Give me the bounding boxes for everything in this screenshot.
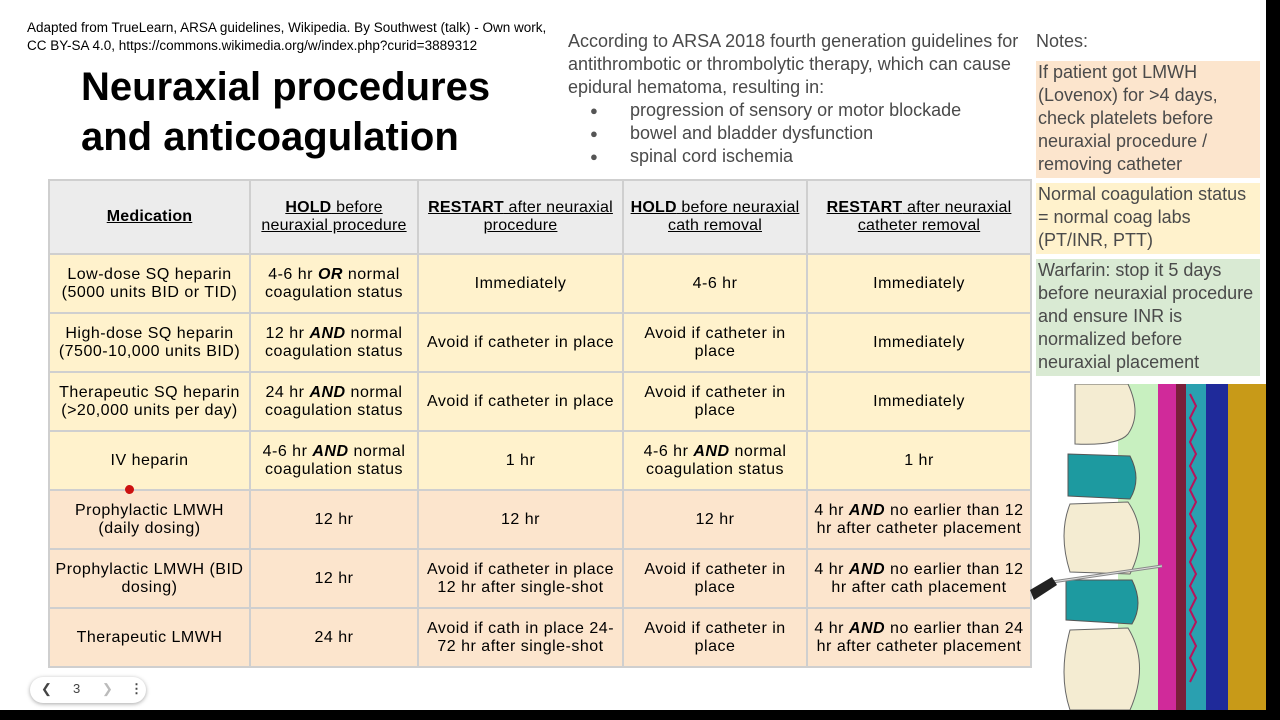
cell-text: 1 hr xyxy=(505,451,536,469)
timing-cell xyxy=(418,313,623,372)
header-rest: before neuraxial cath removal xyxy=(668,199,800,234)
cell-text: Avoid if cath in place 24-72 hr after single-shot xyxy=(426,619,615,655)
chevron-left-icon[interactable]: ❮ xyxy=(41,681,52,696)
cell-text: 12 hr xyxy=(265,324,310,342)
notes-header: Notes: xyxy=(1036,31,1089,51)
timing-cell xyxy=(418,372,623,431)
window-edge xyxy=(1266,0,1280,720)
header-strong: RESTART xyxy=(826,199,903,216)
cell-text: Low-dose SQ heparin (5000 units BID or TID) xyxy=(61,265,238,301)
medication-cell xyxy=(49,254,250,313)
intro-bullets xyxy=(568,99,1028,168)
timing-cell xyxy=(807,608,1031,667)
spine-needle-illustration xyxy=(1030,384,1266,710)
timing-cell xyxy=(250,254,418,313)
table-row xyxy=(49,313,1031,372)
cell-text: no earlier than 12 hr after cath placement xyxy=(831,560,1024,596)
timing-cell xyxy=(623,431,807,490)
cell-text: Avoid if catheter in place xyxy=(644,324,786,360)
anticoagulation-table xyxy=(48,179,1032,668)
cell-text: normal coagulation status xyxy=(646,442,787,478)
timing-cell xyxy=(623,313,807,372)
cell-text: Prophylactic LMWH (BID dosing) xyxy=(55,560,244,596)
cell-text: Avoid if catheter in place xyxy=(644,383,786,419)
cell-text: Avoid if catheter in place xyxy=(644,619,786,655)
cell-text: 4-6 hr xyxy=(262,442,313,460)
bullet-item: ● spinal cord ischemia xyxy=(568,145,1028,168)
table-row xyxy=(49,549,1031,608)
emphasis-text: OR xyxy=(317,265,343,283)
timing-cell xyxy=(807,313,1031,372)
annotation-dot xyxy=(125,485,134,494)
cell-text: no earlier than 12 hr after catheter placement xyxy=(816,501,1024,537)
header-rest: before neuraxial procedure xyxy=(261,199,407,234)
header-strong: HOLD xyxy=(630,199,677,216)
timing-cell xyxy=(623,372,807,431)
cell-text: 24 hr xyxy=(265,383,310,401)
emphasis-text: AND xyxy=(848,619,886,637)
cell-text: 4 hr xyxy=(814,560,849,578)
bottom-bar xyxy=(0,710,1280,720)
timing-cell xyxy=(418,549,623,608)
timing-cell xyxy=(623,490,807,549)
timing-cell xyxy=(418,254,623,313)
emphasis-text: AND xyxy=(848,501,886,519)
cell-text: Immediately xyxy=(873,274,965,292)
header-strong: HOLD xyxy=(285,199,332,216)
table-row xyxy=(49,431,1031,490)
cell-text: 4 hr xyxy=(814,501,849,519)
emphasis-text: AND xyxy=(309,324,346,342)
timing-cell xyxy=(250,372,418,431)
cell-text: Avoid if catheter in place xyxy=(644,560,786,596)
medication-cell xyxy=(49,313,250,372)
header-strong: Medication xyxy=(106,208,193,225)
cell-text: 4-6 hr xyxy=(643,442,694,460)
more-vertical-icon[interactable]: ⋮ xyxy=(130,681,143,696)
cell-text: IV heparin xyxy=(110,451,189,469)
timing-cell xyxy=(807,372,1031,431)
timing-cell xyxy=(807,549,1031,608)
cell-text: 24 hr xyxy=(314,628,354,646)
cell-text: 4-6 hr xyxy=(692,274,738,292)
intro-text: According to ARSA 2018 fourth generation guidelines for antithrombotic or thrombolytic therapy, which can cause epidural hematoma, resulting in: xyxy=(568,31,1019,97)
timing-cell xyxy=(807,254,1031,313)
cell-text: 12 hr xyxy=(314,510,354,528)
table-row xyxy=(49,372,1031,431)
cell-text: Therapeutic SQ heparin (>20,000 units per day) xyxy=(59,383,240,419)
cell-text: normal coagulation status xyxy=(265,442,406,478)
header-restart-after-removal xyxy=(807,180,1031,254)
cell-text: 1 hr xyxy=(904,451,934,469)
medication-cell xyxy=(49,608,250,667)
emphasis-text: AND xyxy=(848,560,886,578)
timing-cell xyxy=(807,431,1031,490)
timing-cell xyxy=(250,313,418,372)
intro-block xyxy=(568,30,1028,168)
header-medication xyxy=(49,180,250,254)
header-rest: after neuraxial procedure xyxy=(483,199,613,234)
bullet-item: ● progression of sensory or motor blockade xyxy=(568,99,1028,122)
cell-text: 4-6 hr xyxy=(268,265,318,283)
attribution-credit: Adapted from TrueLearn, ARSA guidelines, Wikipedia. By Southwest (talk) - Own work, CC BY-SA 4.0, https://commons.wikimedia.org/w/index.php?curid=3889312 xyxy=(27,20,547,53)
medication-cell xyxy=(49,431,250,490)
timing-cell xyxy=(623,549,807,608)
medication-cell xyxy=(49,490,250,549)
medication-cell xyxy=(49,549,250,608)
cell-text: normal coagulation status xyxy=(265,265,403,301)
note-lmwh: If patient got LMWH (Lovenox) for >4 days, check platelets before neuraxial procedure / removing catheter xyxy=(1036,61,1260,178)
cell-text: Prophylactic LMWH (daily dosing) xyxy=(75,501,224,537)
slide-title: Neuraxial procedures and anticoagulation xyxy=(81,65,491,159)
table-row xyxy=(49,254,1031,313)
notes-panel xyxy=(1036,30,1260,381)
header-restart-after-procedure xyxy=(418,180,623,254)
timing-cell xyxy=(418,608,623,667)
timing-cell xyxy=(418,490,623,549)
cell-text: Avoid if catheter in place 12 hr after single-shot xyxy=(426,560,615,596)
cell-text: normal coagulation status xyxy=(265,383,403,419)
timing-cell xyxy=(250,549,418,608)
table-header-row xyxy=(49,180,1031,254)
header-hold-before-procedure xyxy=(250,180,418,254)
header-strong: RESTART xyxy=(428,199,504,216)
cell-text: 12 hr xyxy=(314,569,354,587)
bullet-item: ● bowel and bladder dysfunction xyxy=(568,122,1028,145)
header-hold-before-removal xyxy=(623,180,807,254)
page-number: 3 xyxy=(73,681,81,696)
timing-cell xyxy=(623,608,807,667)
header-rest: after neuraxial catheter removal xyxy=(857,199,1012,234)
medication-cell xyxy=(49,372,250,431)
cell-text: Avoid if catheter in place xyxy=(426,392,615,410)
table-row xyxy=(49,490,1031,549)
page-navigator xyxy=(30,677,146,703)
note-warfarin: Warfarin: stop it 5 days before neuraxial procedure and ensure INR is normalized before neuraxial placement xyxy=(1036,259,1260,376)
cell-text: 12 hr xyxy=(695,510,735,528)
cell-text: Immediately xyxy=(474,274,567,292)
emphasis-text: AND xyxy=(312,442,349,460)
timing-cell xyxy=(418,431,623,490)
cell-text: Therapeutic LMWH xyxy=(76,628,223,646)
cell-text: no earlier than 24 hr after catheter placement xyxy=(816,619,1024,655)
chevron-right-icon[interactable]: ❯ xyxy=(102,681,113,696)
cell-text: 12 hr xyxy=(501,510,540,528)
timing-cell xyxy=(250,608,418,667)
timing-cell xyxy=(807,490,1031,549)
cell-text: Immediately xyxy=(873,392,965,410)
cell-text: normal coagulation status xyxy=(265,324,403,360)
cell-text: Immediately xyxy=(873,333,965,351)
cell-text: 4 hr xyxy=(814,619,849,637)
cell-text: High-dose SQ heparin (7500-10,000 units BID) xyxy=(58,324,241,360)
timing-cell xyxy=(250,431,418,490)
timing-cell xyxy=(623,254,807,313)
note-coagulation: Normal coagulation status = normal coag labs (PT/INR, PTT) xyxy=(1036,183,1260,254)
table-row xyxy=(49,608,1031,667)
cell-text: Avoid if catheter in place xyxy=(426,333,615,351)
timing-cell xyxy=(250,490,418,549)
emphasis-text: AND xyxy=(693,442,730,460)
emphasis-text: AND xyxy=(309,383,346,401)
